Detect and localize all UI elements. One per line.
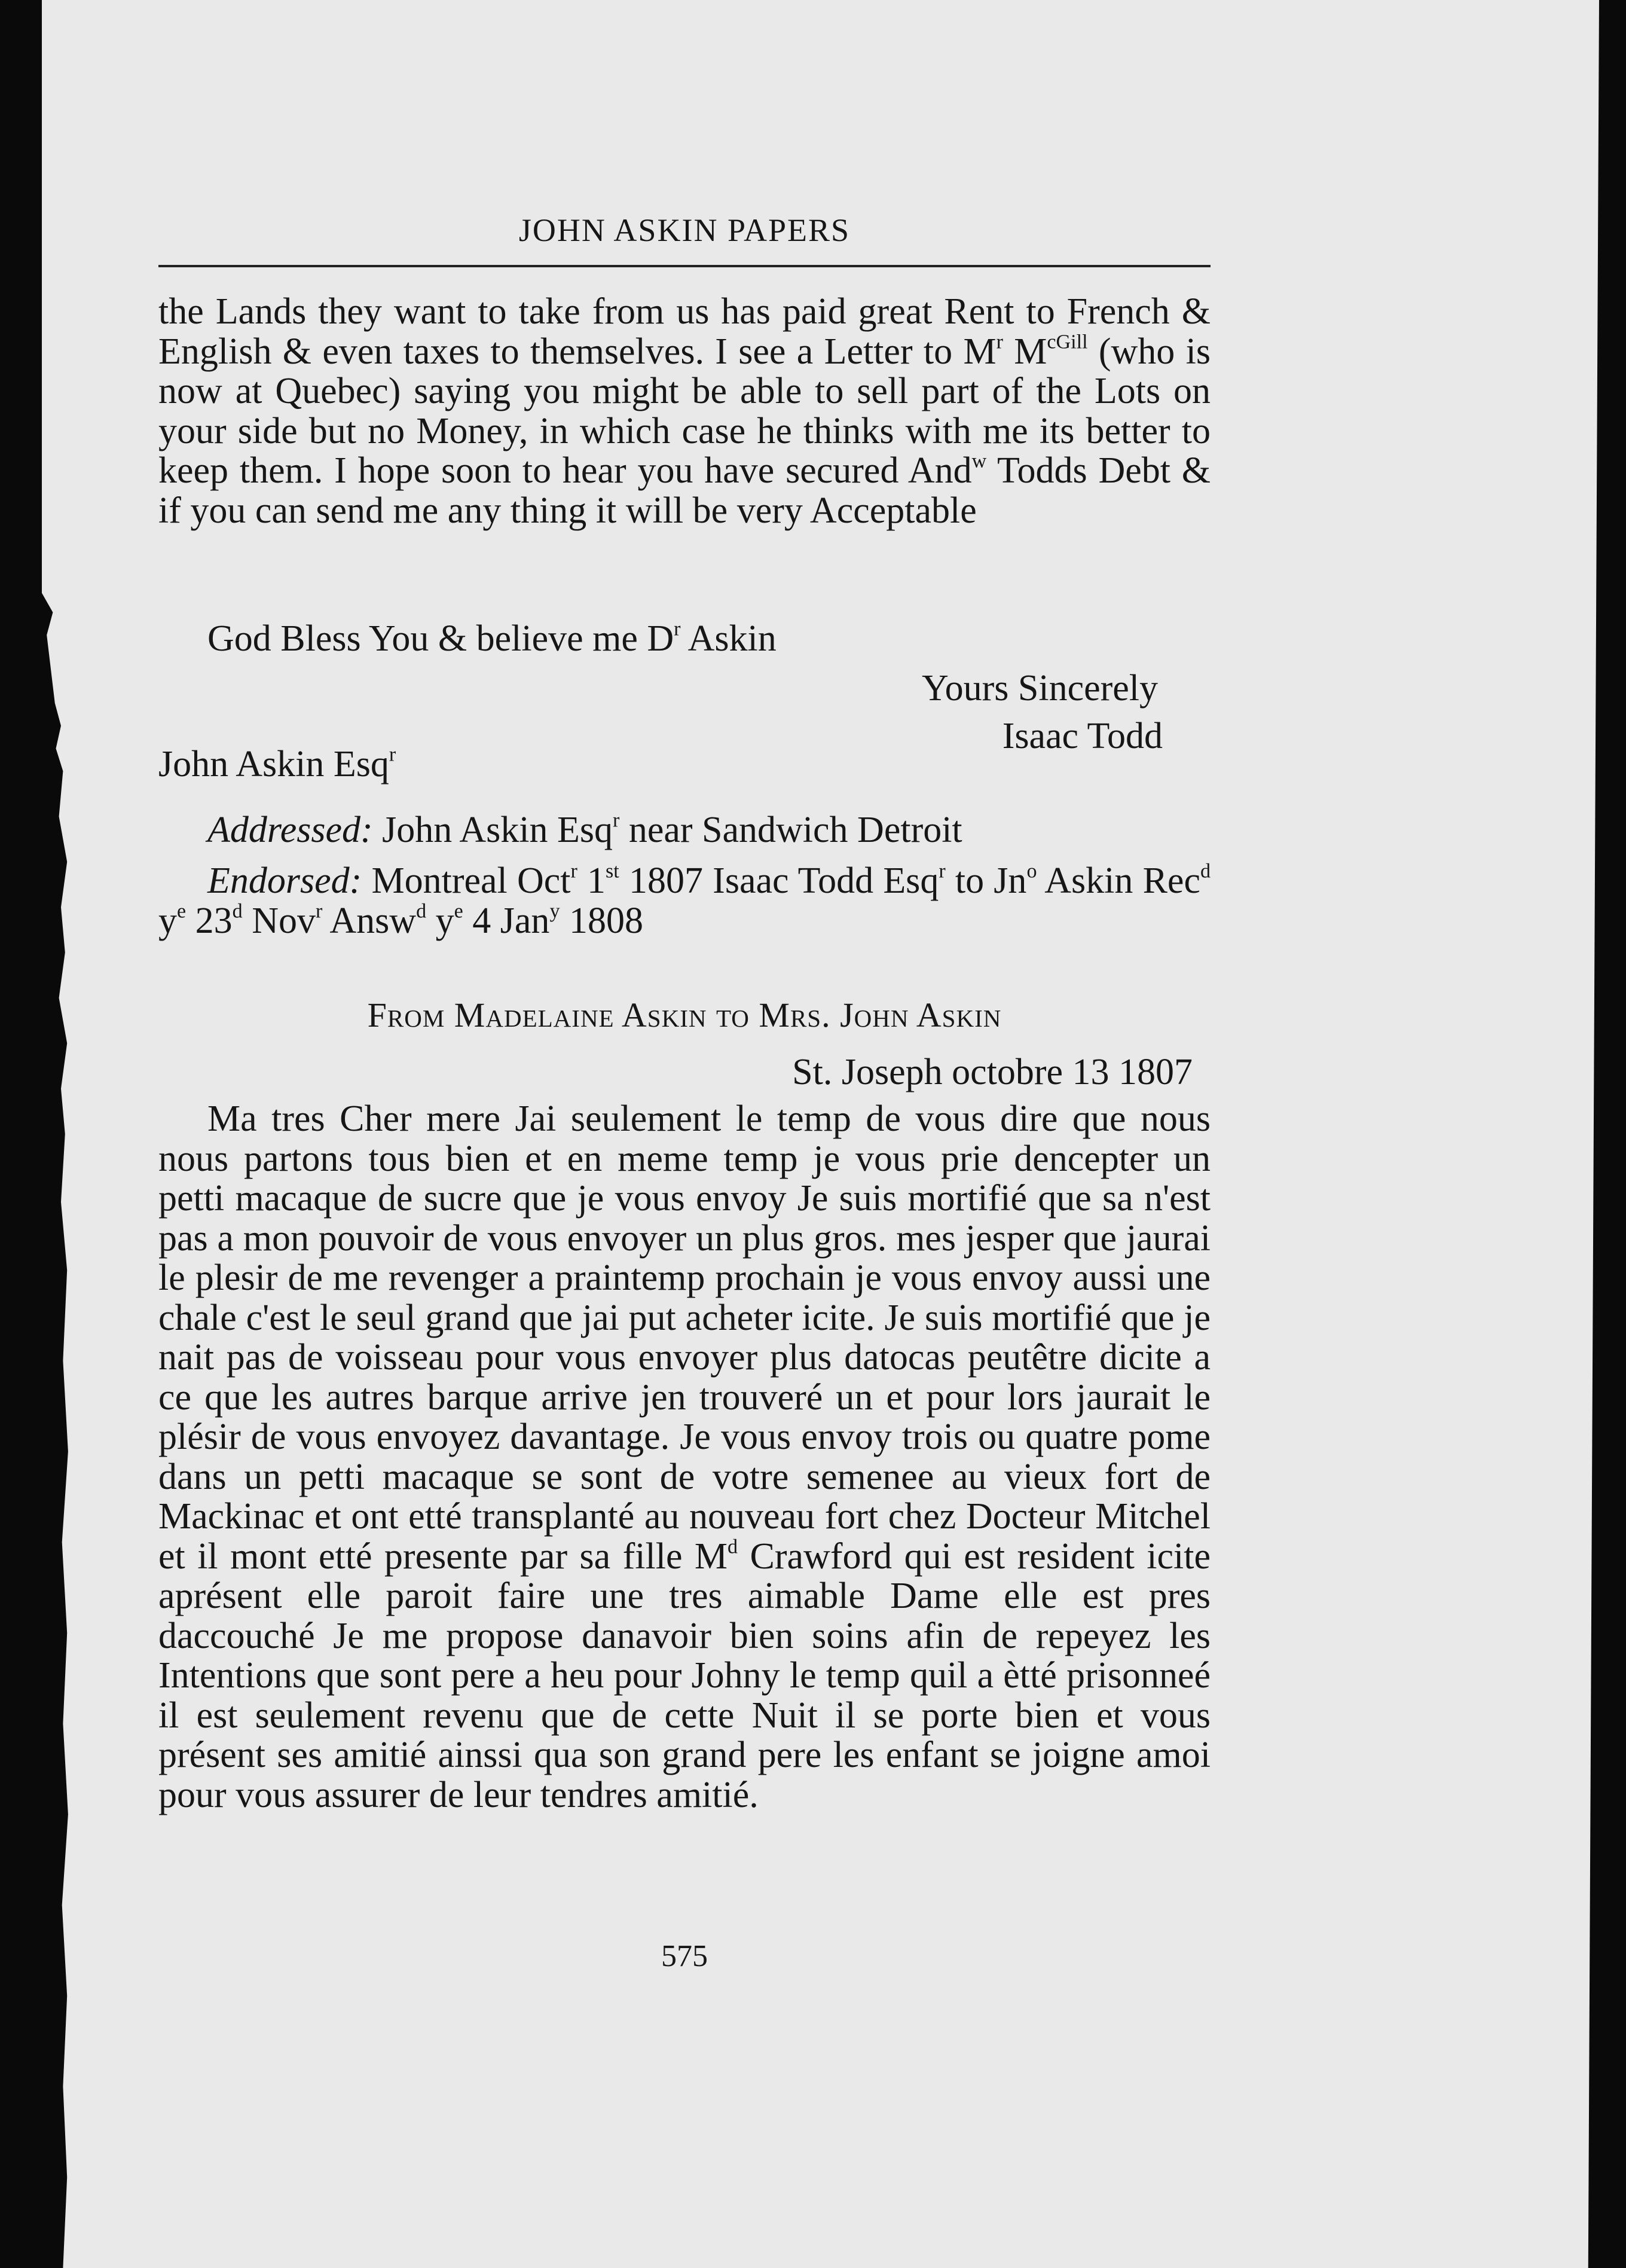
addressed-label: Addressed: <box>207 810 373 850</box>
letter1-body: the Lands they want to take from us has paid great Rent to French & English & even taxes to themselves. I see a Letter to $M^r$ $M^{cGill}$ (who is now at Quebec) saying you might be able to sell part of the Lots on your side but no Money, in which case he thinks with me its better to keep them. I hope soon to hear you have secured And$^w$ Todds Debt & if you can send me any thing it will be very Acceptable <box>158 291 1211 531</box>
endorsed-text: Montreal Oct$^r$ 1st 1807 Isaac Todd Esq$^r$ to Jn$^o$ Askin Rec$^d$ $y^e$ 23$^d$ Nov$^r$ Answ$^d$ $y^e$ 4 Jan$^y$ 1808 <box>158 860 1211 941</box>
page-number: 575 <box>661 1939 708 1973</box>
letter1-valediction: Yours Sincerely <box>922 668 1158 709</box>
header-rule <box>158 265 1211 267</box>
letter1-addressed <box>207 810 1211 850</box>
running-head: JOHN ASKIN PAPERS <box>518 212 851 248</box>
addressed-text: John Askin Esq$^r$ near Sandwich Detroit <box>382 809 962 850</box>
letter1-signature: Isaac Todd <box>1002 716 1163 756</box>
endorsed-label: Endorsed: <box>207 860 362 901</box>
letter2-heading: From Madelaine Askin to Mrs. John Askin <box>367 996 1002 1034</box>
letter1-closing: God Bless You & believe me $D^r$ Askin <box>207 618 777 659</box>
letter1-endorsed <box>158 861 1211 941</box>
letter1-recipient: John Askin Esq$^r$ <box>158 743 396 785</box>
letter2-body: Ma tres Cher mere Jai seulement le temp de vous dire que nous nous partons tous bien et en meme temp je vous prie dencepter un petti macaque de sucre que je vous envoy Je suis mortifié que sa n'est pas a mon pouvoir de vous envoyer un plus gros. mes jesper que jaurai le plesir de me revenger a praintemp prochain je vous envoy aussi une chale c'est le seul grand que jai put acheter icite. Je suis mortifié que je nait pas de voisseau pour vous envoyer plus datocas peutêtre dicite a ce que les autres barque arrive jen trouveré un et pour lors jaurait le plésir de vous envoyez davantage. Je vous envoy trois ou quatre pome dans un petti macaque se sont de votre semenee au vieux fort de Mackinac et ont etté transplanté au nouveau fort chez Docteur Mitchel et il mont etté presente par sa fille $M^d$ Crawford qui est resident icite aprésent elle paroit faire une tres aimable Dame elle est pres daccouché Je me propose danavoir bien soins afin de repeyez les Intentions que sont pere a heu pour Johny le temp quil a ètté prisonneé il est seulement revenu que de cette Nuit il se porte bien et vous présent ses amitié ainssi qua son grand pere les enfant se joigne amoi pour vous assurer de leur tendres amitié. <box>158 1098 1211 1815</box>
letter2-dateline: St. Joseph octobre 13 1807 <box>792 1052 1193 1092</box>
